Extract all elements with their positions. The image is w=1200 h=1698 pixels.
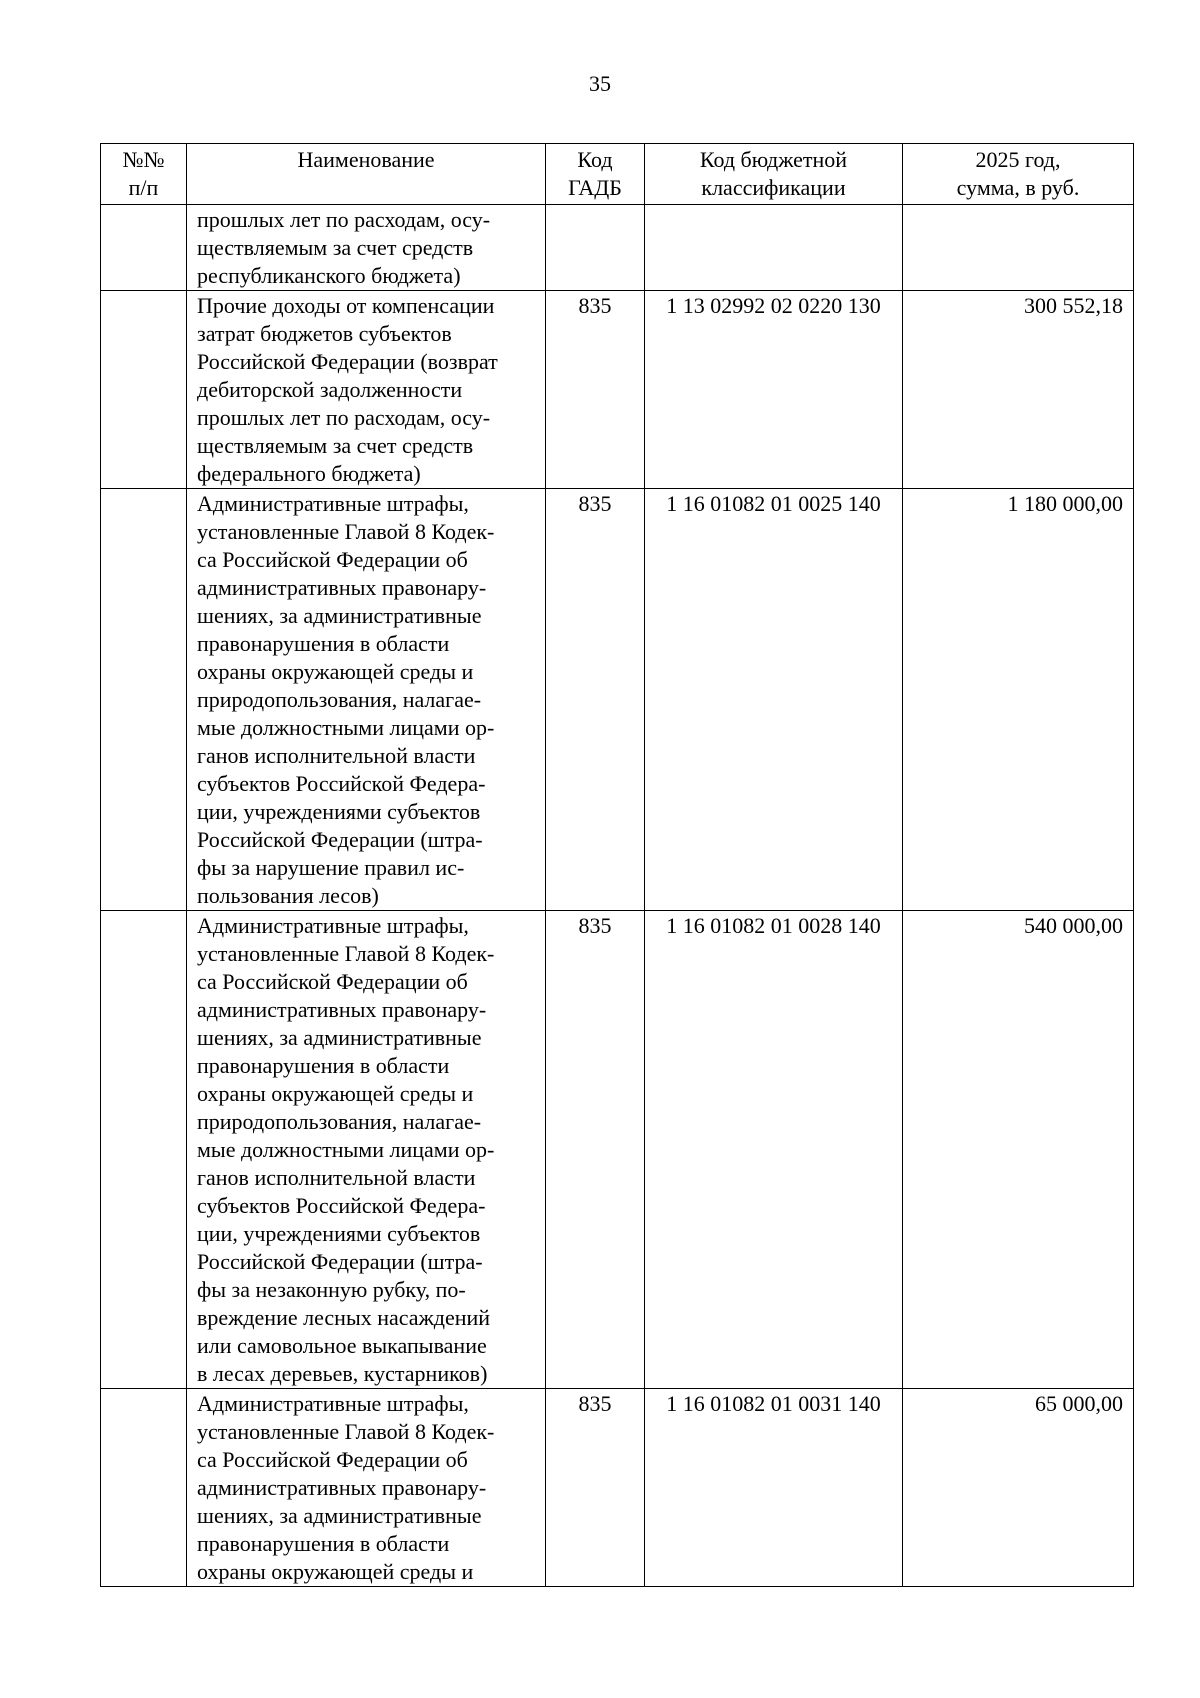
cell-kbk: [645, 205, 903, 291]
cell-name: Прочие доходы от компенсации затрат бюджетов субъектов Российской Федерации (возврат дебиторской задолженности прошлых лет по расходам, осу- ществляемым за счет средств федерального бюджета): [187, 291, 546, 489]
header-num-line2: п/п: [128, 175, 159, 200]
header-sum-line1: 2025 год,: [975, 147, 1061, 172]
cell-gadb: 835: [546, 489, 645, 911]
header-name-line1: Наименование: [297, 147, 435, 172]
header-sum-line2: сумма, в руб.: [956, 175, 1080, 200]
table-row: [101, 205, 1134, 291]
table-row: [101, 291, 1134, 489]
cell-num: [101, 911, 187, 1389]
cell-kbk: 1 16 01082 01 0025 140: [645, 489, 903, 911]
table-row: [101, 1389, 1134, 1587]
header-kbk: [645, 144, 903, 205]
header-gadb-line1: Код: [577, 147, 613, 172]
header-num-line1: №№: [122, 147, 165, 172]
header-kbk-line2: классификации: [701, 175, 846, 200]
cell-kbk: 1 13 02992 02 0220 130: [645, 291, 903, 489]
budget-revenue-table: [100, 143, 1134, 1587]
header-kbk-line1: Код бюджетной: [699, 147, 848, 172]
cell-gadb: 835: [546, 911, 645, 1389]
header-sum: [903, 144, 1134, 205]
cell-num: [101, 205, 187, 291]
cell-sum: 300 552,18: [903, 291, 1134, 489]
page-number: 35: [589, 71, 611, 96]
cell-name: Административные штрафы, установленные Главой 8 Кодек- са Российской Федерации об административных правонару- шениях, за административные правонарушения в области охраны окружающей среды и природопользования, налагае- мые должностными лицами ор- ганов исполнительной власти субъектов Российской Федера- ции, учреждениями субъектов Российской Федерации (штра- фы за нарушение правил ис- пользования лесов): [187, 489, 546, 911]
cell-kbk: 1 16 01082 01 0028 140: [645, 911, 903, 1389]
cell-gadb: [546, 205, 645, 291]
header-gadb-line2: ГАДБ: [568, 175, 622, 200]
cell-sum: 65 000,00: [903, 1389, 1134, 1587]
cell-name: Административные штрафы, установленные Главой 8 Кодек- са Российской Федерации об административных правонару- шениях, за административные правонарушения в области охраны окружающей среды и: [187, 1389, 546, 1587]
header-num: [101, 144, 187, 205]
header-name: [187, 144, 546, 205]
cell-name: Административные штрафы, установленные Главой 8 Кодек- са Российской Федерации об административных правонару- шениях, за административные правонарушения в области охраны окружающей среды и природопользования, налагае- мые должностными лицами ор- ганов исполнительной власти субъектов Российской Федера- ции, учреждениями субъектов Российской Федерации (штра- фы за незаконную рубку, по- вреждение лесных насаждений или самовольное выкапывание в лесах деревьев, кустарников): [187, 911, 546, 1389]
cell-num: [101, 291, 187, 489]
cell-num: [101, 489, 187, 911]
header-gadb: [546, 144, 645, 205]
cell-sum: [903, 205, 1134, 291]
cell-gadb: 835: [546, 1389, 645, 1587]
cell-sum: 1 180 000,00: [903, 489, 1134, 911]
cell-gadb: 835: [546, 291, 645, 489]
table-header-row: [101, 144, 1134, 205]
cell-name: прошлых лет по расходам, осу- ществляемым за счет средств республиканского бюджета): [187, 205, 546, 291]
table-row: [101, 489, 1134, 911]
cell-kbk: 1 16 01082 01 0031 140: [645, 1389, 903, 1587]
table-row: [101, 911, 1134, 1389]
cell-num: [101, 1389, 187, 1587]
cell-sum: 540 000,00: [903, 911, 1134, 1389]
